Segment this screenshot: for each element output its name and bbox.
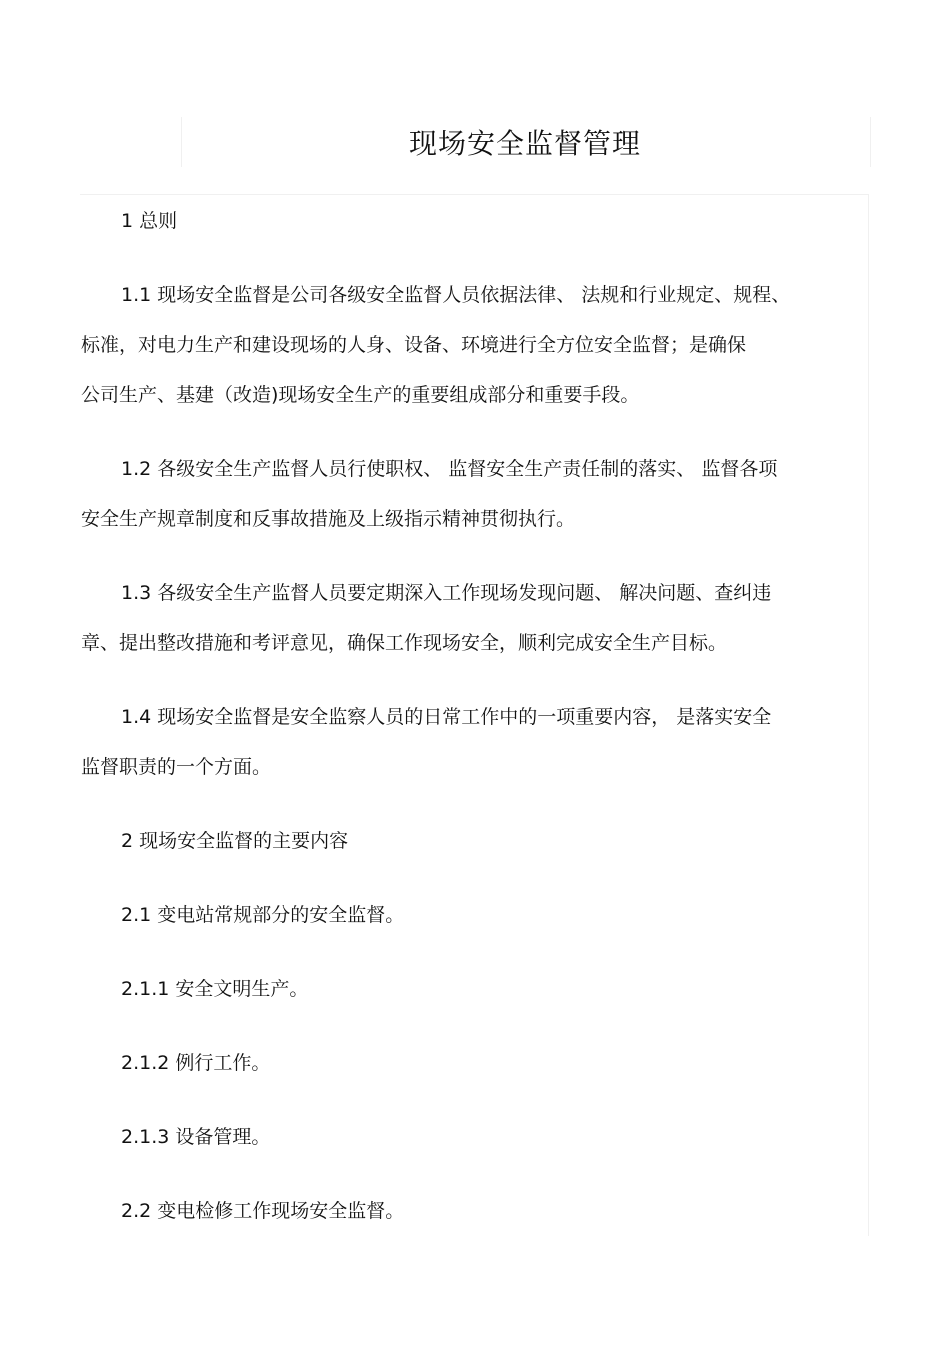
paragraph-1-1-line-3: 公司生产、基建（改造)现场安全生产的重要组成部分和重要手段。 — [81, 384, 640, 406]
content-frame-right-line — [868, 194, 869, 1236]
paragraph-1-4-line-1: 1.4 现场安全监督是安全监察人员的日常工作中的一项重要内容， 是落实安全 — [121, 706, 772, 728]
item-2-1: 2.1 变电站常规部分的安全监督。 — [121, 904, 405, 926]
item-2-2: 2.2 变电检修工作现场安全监督。 — [121, 1200, 405, 1222]
paragraph-1-1-line-2: 标准，对电力生产和建设现场的人身、设备、环境进行全方位安全监督；是确保 — [81, 334, 747, 356]
paragraph-1-3-line-1: 1.3 各级安全生产监督人员要定期深入工作现场发现问题、 解决问题、查纠违 — [121, 582, 772, 604]
document-title: 现场安全监督管理 — [408, 127, 641, 160]
paragraph-1-4-line-2: 监督职责的一个方面。 — [81, 756, 272, 778]
content-frame-top-line — [80, 194, 869, 195]
section-heading-2: 2 现场安全监督的主要内容 — [121, 830, 349, 852]
item-2-1-1: 2.1.1 安全文明生产。 — [121, 978, 309, 1000]
paragraph-1-3-line-2: 章、提出整改措施和考评意见，确保工作现场安全，顺利完成安全生产目标。 — [81, 632, 728, 654]
item-2-1-3: 2.1.3 设备管理。 — [121, 1126, 271, 1148]
section-heading-1: 1 总则 — [121, 210, 178, 232]
document-body — [81, 196, 867, 1236]
paragraph-1-2-line-1: 1.2 各级安全生产监督人员行使职权、 监督安全生产责任制的落实、 监督各项 — [121, 458, 778, 480]
item-2-1-2: 2.1.2 例行工作。 — [121, 1052, 271, 1074]
paragraph-1-2-line-2: 安全生产规章制度和反事故措施及上级指示精神贯彻执行。 — [81, 508, 576, 530]
paragraph-1-1-line-1: 1.1 现场安全监督是公司各级安全监督人员依据法律、 法规和行业规定、规程、 — [121, 284, 791, 306]
